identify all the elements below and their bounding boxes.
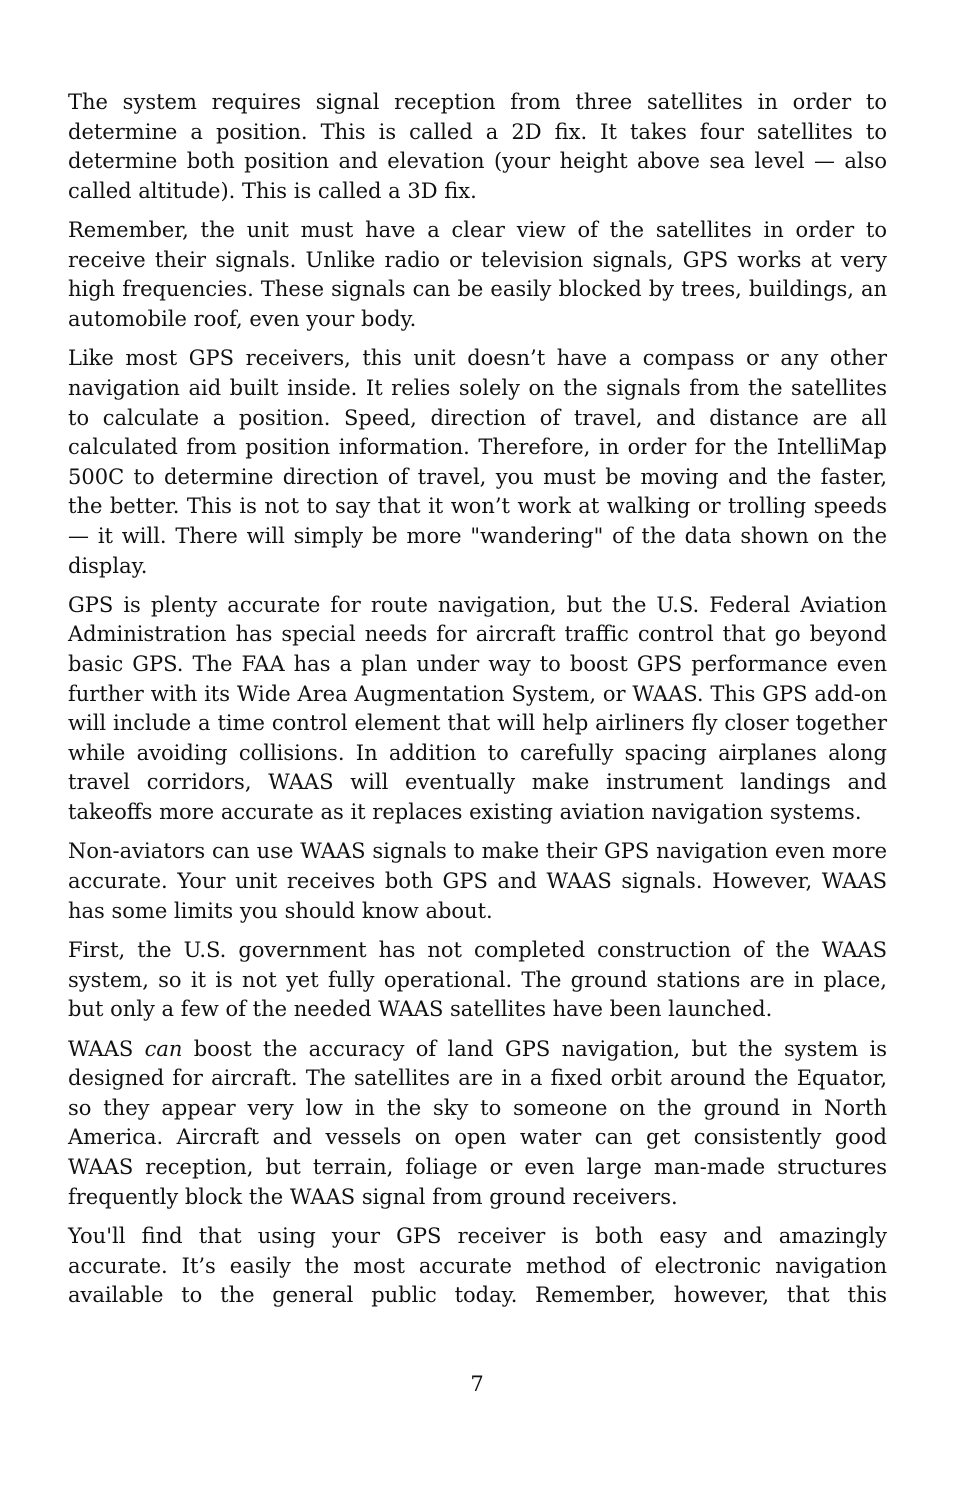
- paragraph-non-aviators: Non-aviators can use WAAS signals to make their GPS navigation even more accurate. Your unit receives both GPS and WAAS signals. However, WAAS has some limits you should know about.: [68, 839, 887, 923]
- paragraph-faa-waas: GPS is plenty accurate for route navigation, but the U.S. Federal Aviation Administration has special needs for aircraft traffic control that go beyond basic GPS. The FAA has a plan under way to boost GPS performance even further with its Wide Area Augmentation System, or WAAS. This GPS add-on will include a time control element that will help airliners fly closer together while avoiding collisions. In addition to carefully spacing airplanes along travel corridors, WAAS will eventually make instrument landings and takeoffs more accurate as it replaces existing aviation navigation systems.: [68, 592, 887, 825]
- waas-emphasis-can: can: [144, 1036, 183, 1061]
- paragraph-waas-aircraft: [68, 1035, 887, 1213]
- page-number: 7: [470, 1372, 484, 1396]
- paragraph-waas-not-operational: First, the U.S. government has not completed construction of the WAAS system, so it is not yet fully operational. The ground stations are in place, but only a few of the needed WAAS satellites have been launched.: [68, 938, 887, 1022]
- waas-text-after: boost the accuracy of land GPS navigation, but the system is designed for aircraft. The satellites are in a fixed orbit around the Equator, so they appear very low in the sky to someone on the ground in North America. Aircraft and vessels on open water can get consistently good WAAS reception, but terrain, foliage or even large man-made structures frequently block the WAAS signal from ground receivers.: [68, 1036, 887, 1209]
- paragraph-no-compass: Like most GPS receivers, this unit doesn’t have a compass or any other navigation aid built inside. It relies solely on the signals from the satellites to calculate a position. Speed, direction of travel, and distance are all calculated from position information. Therefore, in order for the IntelliMap 500C to determine direction of travel, you must be moving and the faster, the better. This is not to say that it won’t work at walking or trolling speeds — it will. There will simply be more "wandering" of the data shown on the display.: [68, 346, 887, 578]
- paragraph-clear-view: Remember, the unit must have a clear view of the satellites in order to receive their signals. Unlike radio or television signals, GPS works at very high frequencies. These signals can be easily blocked by trees, buildings, an automobile roof, even your body.: [68, 218, 887, 331]
- waas-text-before: WAAS: [68, 1036, 145, 1061]
- paragraph-easy-accurate: You'll find that using your GPS receiver is both easy and amazingly accurate. It’s easily the most accurate method of electronic navigation available to the general public today. Remember, however, that this: [68, 1223, 887, 1308]
- page-body: [68, 88, 887, 1321]
- paragraph-2d-3d-fix: The system requires signal reception from three satellites in order to determine a position. This is called a 2D fix. It takes four satellites to determine both position and elevation (your height above sea level — also called altitude). This is called a 3D fix.: [68, 90, 887, 203]
